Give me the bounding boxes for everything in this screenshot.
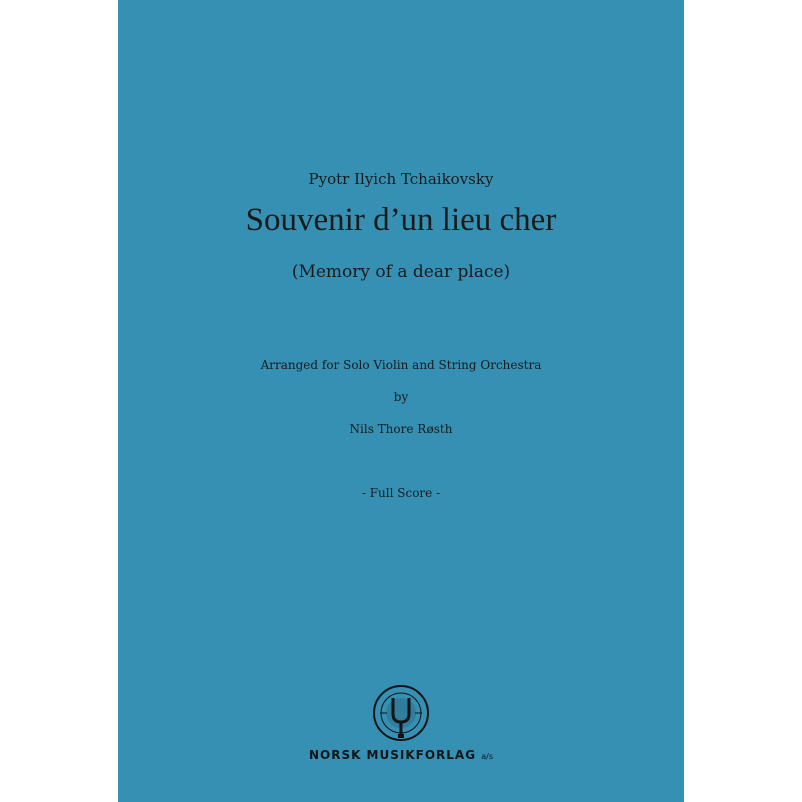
publisher-name (118, 748, 684, 762)
arrangement-note: Arranged for Solo Violin and String Orchestra (260, 358, 542, 372)
piece-subtitle: (Memory of a dear place) (291, 262, 511, 282)
score-cover (118, 0, 684, 802)
tuning-fork-seal-icon (372, 684, 430, 742)
arranger-name: Nils Thore Røsth (349, 422, 453, 436)
publisher-suffix: a/s (481, 752, 494, 761)
publisher-label: NORSK MUSIKFORLAG (308, 748, 477, 762)
composer-name: Pyotr Ilyich Tchaikovsky (308, 170, 494, 188)
edition-label: - Full Score - (361, 486, 441, 500)
by-label: by (393, 390, 409, 404)
piece-title: Souvenir d’un lieu cher (245, 202, 557, 238)
